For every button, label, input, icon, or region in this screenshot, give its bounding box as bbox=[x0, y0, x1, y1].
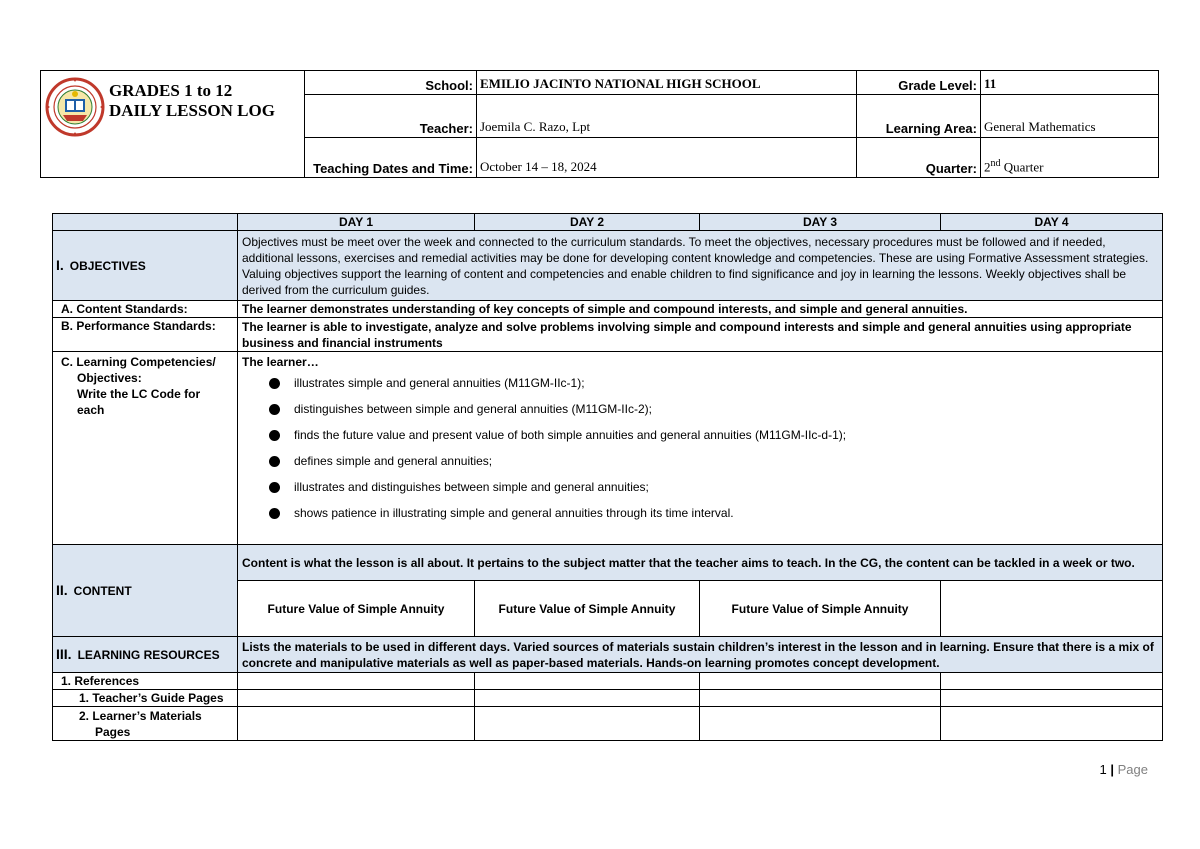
list-item bbox=[242, 370, 1158, 396]
performance-standards-row bbox=[53, 318, 1163, 352]
teaching-dates-label: Teaching Dates and Time: bbox=[305, 138, 477, 178]
table-cell bbox=[475, 690, 700, 707]
resources-section-label bbox=[53, 637, 238, 673]
quarter-suffix: nd bbox=[990, 157, 1001, 169]
performance-standards-value: The learner is able to investigate, analyze and solve problems involving simple and compound interests and simple and general annuities using appropriate business and financial instruments bbox=[238, 318, 1163, 352]
learners-materials-label-line-2: Pages bbox=[95, 724, 131, 739]
day-header-row bbox=[53, 214, 1163, 231]
competency-text: distinguishes between simple and general annuities (M11GM-IIc-2); bbox=[294, 402, 652, 416]
teaching-dates-value: October 14 – 18, 2024 bbox=[477, 138, 857, 178]
page-separator: | bbox=[1110, 762, 1114, 777]
competencies-row bbox=[53, 352, 1163, 545]
quarter-value bbox=[981, 138, 1159, 178]
competencies-label-line-4: each bbox=[77, 403, 105, 417]
learning-area-value: General Mathematics bbox=[981, 95, 1159, 138]
table-cell bbox=[941, 673, 1163, 690]
content-day-1: Future Value of Simple Annuity bbox=[238, 581, 475, 637]
competency-text: illustrates and distinguishes between simple and general annuities; bbox=[294, 480, 649, 494]
content-day-2: Future Value of Simple Annuity bbox=[475, 581, 700, 637]
objectives-section-label bbox=[53, 231, 238, 301]
bullet-icon bbox=[269, 508, 280, 519]
title-line-1: GRADES 1 to 12 bbox=[109, 81, 233, 100]
resources-row bbox=[53, 637, 1163, 673]
resources-roman: III. bbox=[56, 646, 72, 662]
content-desc-row bbox=[53, 545, 1163, 581]
header-table bbox=[40, 70, 1159, 178]
bullet-icon bbox=[269, 482, 280, 493]
content-day-3: Future Value of Simple Annuity bbox=[700, 581, 941, 637]
competencies-label-line-1: C. Learning Competencies/ bbox=[61, 355, 216, 369]
school-label: School: bbox=[305, 71, 477, 95]
quarter-label: Quarter: bbox=[857, 138, 981, 178]
day-1-header: DAY 1 bbox=[238, 214, 475, 231]
page-word: Page bbox=[1117, 762, 1148, 777]
learning-area-label: Learning Area: bbox=[857, 95, 981, 138]
table-cell bbox=[238, 690, 475, 707]
competency-text: finds the future value and present value of both simple annuities and general annuities (M11GM-IIc-d-1); bbox=[294, 428, 847, 442]
table-cell bbox=[238, 707, 475, 741]
list-item bbox=[242, 448, 1158, 474]
references-row bbox=[53, 673, 1163, 690]
references-label: 1. References bbox=[53, 673, 238, 690]
teachers-guide-label: 1. Teacher’s Guide Pages bbox=[53, 690, 238, 707]
bullet-icon bbox=[269, 378, 280, 389]
content-standards-value: The learner demonstrates understanding of key concepts of simple and compound interests, and simple and general annuities. bbox=[238, 301, 1163, 318]
table-cell bbox=[941, 707, 1163, 741]
corner-cell bbox=[53, 214, 238, 231]
list-item bbox=[242, 422, 1158, 448]
quarter-number: 2 bbox=[984, 159, 991, 174]
grade-level-value: 11 bbox=[981, 71, 1159, 95]
grade-level-label: Grade Level: bbox=[857, 71, 981, 95]
content-standards-row bbox=[53, 301, 1163, 318]
content-label: CONTENT bbox=[73, 584, 132, 598]
content-section-label bbox=[53, 545, 238, 637]
teachers-guide-row bbox=[53, 690, 1163, 707]
competencies-cell bbox=[238, 352, 1163, 545]
table-cell bbox=[700, 690, 941, 707]
teacher-value: Joemila C. Razo, Lpt bbox=[477, 95, 857, 138]
day-3-header: DAY 3 bbox=[700, 214, 941, 231]
page-footer bbox=[1100, 762, 1149, 777]
table-cell bbox=[475, 707, 700, 741]
table-cell bbox=[700, 673, 941, 690]
bullet-icon bbox=[269, 456, 280, 467]
content-standards-label: A. Content Standards: bbox=[53, 301, 238, 318]
objectives-description: Objectives must be meet over the week and connected to the curriculum standards. To meet the objectives, necessary procedures must be followed and if needed, additional lessons, exercises and remedial activities may be done for developing content knowledge and competencies. These are using Formative Assessment strategies. Valuing objectives support the learning of content and competencies and enable children to find significance and joy in learning the lessons. Weekly objectives shall be derived from the curriculum guides. bbox=[238, 231, 1163, 301]
objectives-row bbox=[53, 231, 1163, 301]
competencies-label-line-2: Objectives: bbox=[77, 371, 142, 385]
document-title bbox=[109, 81, 275, 121]
competencies-intro: The learner… bbox=[242, 355, 319, 369]
table-cell bbox=[238, 673, 475, 690]
school-value: EMILIO JACINTO NATIONAL HIGH SCHOOL bbox=[477, 71, 857, 95]
page-number: 1 bbox=[1099, 762, 1107, 777]
resources-description: Lists the materials to be used in different days. Varied sources of materials sustain children’s interest in the lesson and in learning. Ensure that there is a mix of concrete and manipulative materials as well as paper-based materials. Hands-on learning promotes concept development. bbox=[238, 637, 1163, 673]
list-item bbox=[242, 500, 1158, 526]
learners-materials-label-line-1: 2. Learner’s Materials bbox=[79, 708, 202, 723]
quarter-word: Quarter bbox=[1003, 159, 1044, 174]
performance-standards-label: B. Performance Standards: bbox=[53, 318, 238, 352]
title-line-2: DAILY LESSON LOG bbox=[109, 101, 275, 120]
content-day-4 bbox=[941, 581, 1163, 637]
competencies-label bbox=[53, 352, 238, 545]
table-cell bbox=[700, 707, 941, 741]
table-cell bbox=[475, 673, 700, 690]
competency-text: shows patience in illustrating simple and general annuities through its time interval. bbox=[294, 506, 734, 520]
competency-text: illustrates simple and general annuities (M11GM-IIc-1); bbox=[294, 376, 585, 390]
logo-cell bbox=[41, 71, 305, 178]
competencies-label-line-3: Write the LC Code for bbox=[77, 387, 201, 401]
competencies-list bbox=[242, 370, 1158, 526]
learners-materials-row bbox=[53, 707, 1163, 741]
list-item bbox=[242, 474, 1158, 500]
bullet-icon bbox=[269, 430, 280, 441]
list-item bbox=[242, 396, 1158, 422]
day-2-header: DAY 2 bbox=[475, 214, 700, 231]
bullet-icon bbox=[269, 404, 280, 415]
content-description: Content is what the lesson is all about. It pertains to the subject matter that the teacher aims to teach. In the CG, the content can be tackled in a week or two. bbox=[238, 545, 1163, 581]
resources-label: LEARNING RESOURCES bbox=[77, 648, 220, 662]
objectives-roman: I. bbox=[56, 257, 64, 273]
objectives-label: OBJECTIVES bbox=[69, 259, 146, 273]
learners-materials-label bbox=[53, 707, 238, 741]
lesson-log-table bbox=[52, 213, 1163, 741]
table-cell bbox=[941, 690, 1163, 707]
deped-seal-icon bbox=[45, 77, 105, 137]
teacher-label: Teacher: bbox=[305, 95, 477, 138]
day-4-header: DAY 4 bbox=[941, 214, 1163, 231]
competency-text: defines simple and general annuities; bbox=[294, 454, 493, 468]
content-roman: II. bbox=[56, 582, 68, 598]
